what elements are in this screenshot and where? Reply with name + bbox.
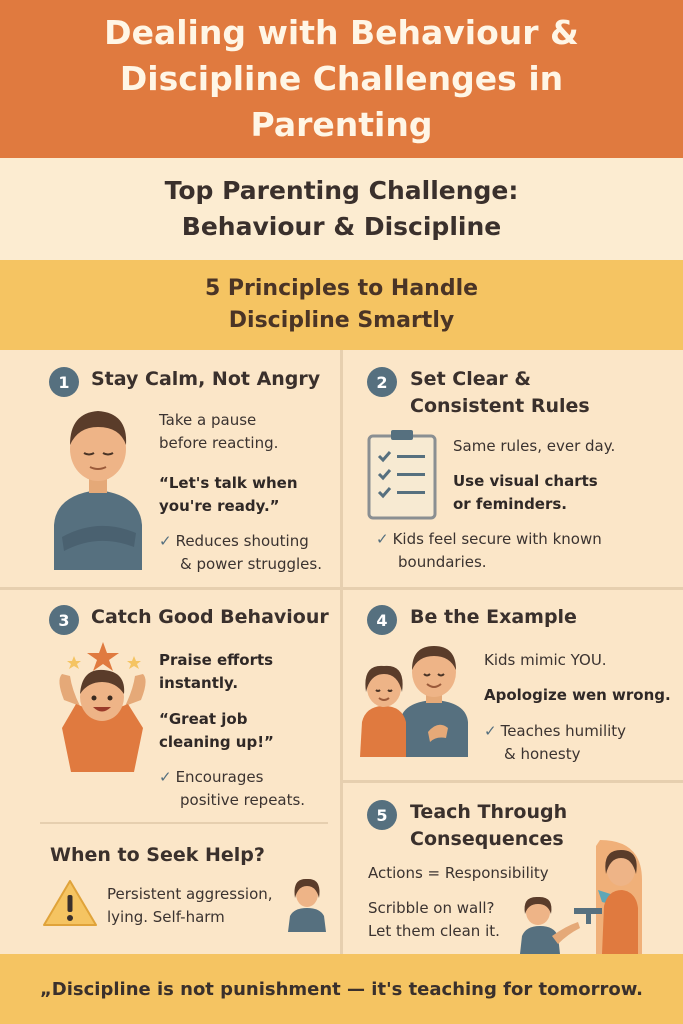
- principles-banner: [0, 260, 683, 350]
- principle-3-benefit-text: Encourages: [175, 768, 264, 786]
- principle-2-bold-1: Use visual charts: [453, 472, 598, 490]
- calm-parent-illustration: [48, 405, 148, 570]
- parent-child-illustration: [360, 642, 470, 757]
- principle-3-text-1: Praise efforts: [159, 651, 274, 669]
- principle-4-text-1: Kids mimic YOU.: [484, 651, 607, 669]
- principle-3-benefit-1: [159, 766, 263, 789]
- principle-5-text-2: Scribble on wall?: [368, 899, 495, 917]
- principle-1-benefit-text: Reduces shouting: [175, 532, 309, 550]
- subtitle-section: [0, 158, 683, 260]
- principle-3-quote-2: cleaning up!”: [159, 733, 274, 751]
- principle-4-benefit-text: Teaches humility: [500, 722, 627, 740]
- number-badge-1: 1: [49, 367, 79, 397]
- principle-1-text-1: Take a pause: [159, 411, 257, 429]
- number-badge-2: 2: [367, 367, 397, 397]
- checklist-clipboard-icon: [367, 430, 439, 520]
- check-icon: ✓: [159, 768, 172, 786]
- principle-1-text-2: before reacting.: [159, 434, 279, 452]
- grid-divider-right: [343, 780, 683, 783]
- principle-2-benefit-text: Kids feel secure with known: [392, 530, 602, 548]
- subtitle: Top Parenting Challenge: Behaviour & Discipline: [164, 176, 519, 241]
- principle-2-bold-2: or feminders.: [453, 495, 568, 513]
- principle-1-benefit-2: & power struggles.: [180, 555, 322, 573]
- principle-3-benefit-2: positive repeats.: [180, 791, 306, 809]
- principle-2-title-2: Consistent Rules: [410, 395, 590, 417]
- number-badge-4: 4: [367, 605, 397, 635]
- header-banner: [0, 0, 683, 158]
- principle-1-title: Stay Calm, Not Angry: [91, 368, 321, 390]
- principle-5-title-1: Teach Through: [410, 801, 568, 823]
- principle-4-bold-1: Apologize wen wrong.: [484, 686, 671, 704]
- principle-4-benefit-1: [484, 720, 626, 743]
- help-text-1: Persistent aggression,: [107, 885, 273, 903]
- help-divider: [40, 822, 328, 824]
- counselor-icon: [286, 876, 328, 932]
- principle-4-title: Be the Example: [410, 606, 577, 628]
- principle-2-text-1: Same rules, ever day.: [453, 437, 616, 455]
- happy-child-illustration: [50, 640, 155, 772]
- principle-1-quote-2: you're ready.”: [159, 497, 280, 515]
- warning-icon: [42, 878, 98, 928]
- principle-2-title-1: Set Clear &: [410, 368, 531, 390]
- help-text-2: lying. Self-harm: [107, 908, 225, 926]
- footer-quote: „Discipline is not punishment — it's teaching for tomorrow.: [39, 978, 644, 1000]
- grid-divider-row1: [0, 587, 683, 590]
- page-title: Dealing with Behaviour & Discipline Challenges in Parenting: [104, 13, 579, 144]
- principle-2-benefit-2: boundaries.: [398, 553, 487, 571]
- principle-4-benefit-2: & honesty: [504, 745, 581, 763]
- footer-quote-bar: [0, 954, 683, 1024]
- principle-3-title: Catch Good Behaviour: [91, 606, 329, 628]
- check-icon: ✓: [159, 532, 172, 550]
- principle-3-text-2: instantly.: [159, 674, 239, 692]
- principle-1-quote-1: “Let's talk when: [159, 474, 298, 492]
- principle-5-title-2: Consequences: [410, 828, 564, 850]
- number-badge-3: 3: [49, 605, 79, 635]
- number-badge-5: 5: [367, 800, 397, 830]
- principles-heading: 5 Principles to Handle Discipline Smartly: [204, 276, 479, 333]
- check-icon: ✓: [376, 530, 389, 548]
- check-icon: ✓: [484, 722, 497, 740]
- grid-divider-vertical: [340, 350, 343, 954]
- principle-5-text-1: Actions = Responsibility: [368, 864, 549, 882]
- principle-5-text-3: Let them clean it.: [368, 922, 500, 940]
- cleaning-wall-illustration: [518, 840, 643, 954]
- help-title: When to Seek Help?: [50, 844, 265, 866]
- principle-1-benefit-1: [159, 530, 309, 553]
- principle-2-benefit-1: [376, 528, 602, 551]
- principle-3-quote-1: “Great job: [159, 710, 248, 728]
